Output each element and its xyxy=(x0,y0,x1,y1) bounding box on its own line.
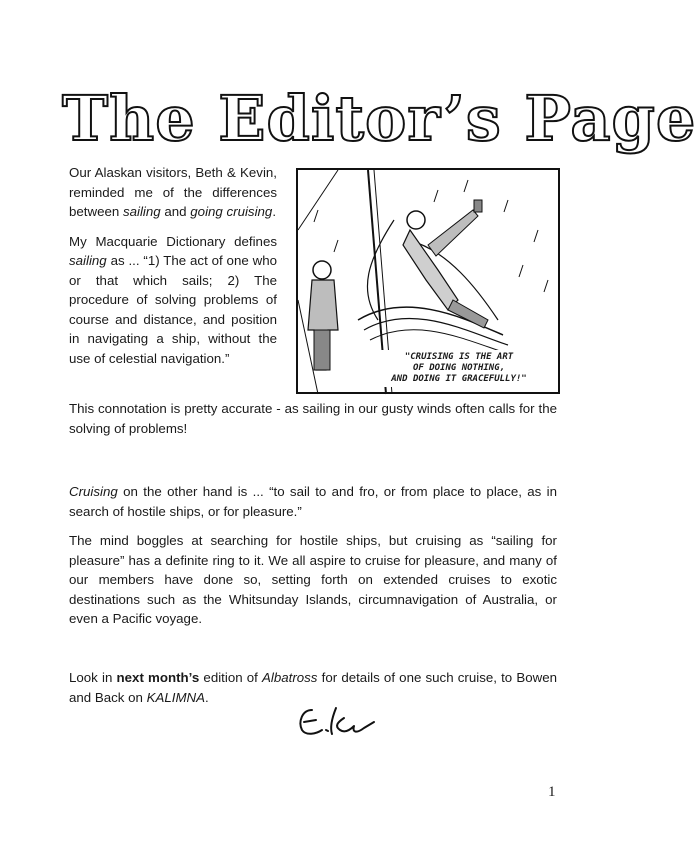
next-month-paragraph: Look in next month’s edition of Albatross for details of one such cruise, to Bowen and Back on KALIMNA. xyxy=(69,670,557,705)
editor-signature xyxy=(292,704,392,740)
left-column xyxy=(69,163,277,378)
intro-paragraph: Our Alaskan visitors, Beth & Kevin, reminded me of the differences between sailing and going cruising. xyxy=(69,165,277,219)
page-title: The Editor’s Page xyxy=(62,82,696,155)
cruising-definition-paragraph: Cruising on the other hand is ... “to sail to and fro, or from place to place, as in search of hostile ships, or for pleasure.” xyxy=(69,484,557,519)
sailing-definition-paragraph: My Macquarie Dictionary defines sailing as ... “1) The act of one who or that which sails; 2) The procedure of solving problems of course and distance, and position in navigating a ship, without the use of celestial navigation.” xyxy=(69,233,277,366)
cartoon-caption: "CRUISING IS THE ART OF DOING NOTHING, AND DOING IT GRACEFULLY!" xyxy=(366,350,552,387)
page-number: 1 xyxy=(548,784,556,800)
cartoon-illustration xyxy=(296,168,560,394)
connotation-paragraph: This connotation is pretty accurate - as sailing in our gusty winds often calls for the solving of problems! xyxy=(69,401,557,436)
mind-boggles-paragraph: The mind boggles at searching for hostile ships, but cruising as “sailing for pleasure” has a definite ring to it. We all aspire to cruise for pleasure, and many of our members have done so, setting forth on extended cruises to exotic destinations such as the Whitsunday Islands, circumnavigation of Australia, or even a Pacific voyage. xyxy=(69,533,557,626)
